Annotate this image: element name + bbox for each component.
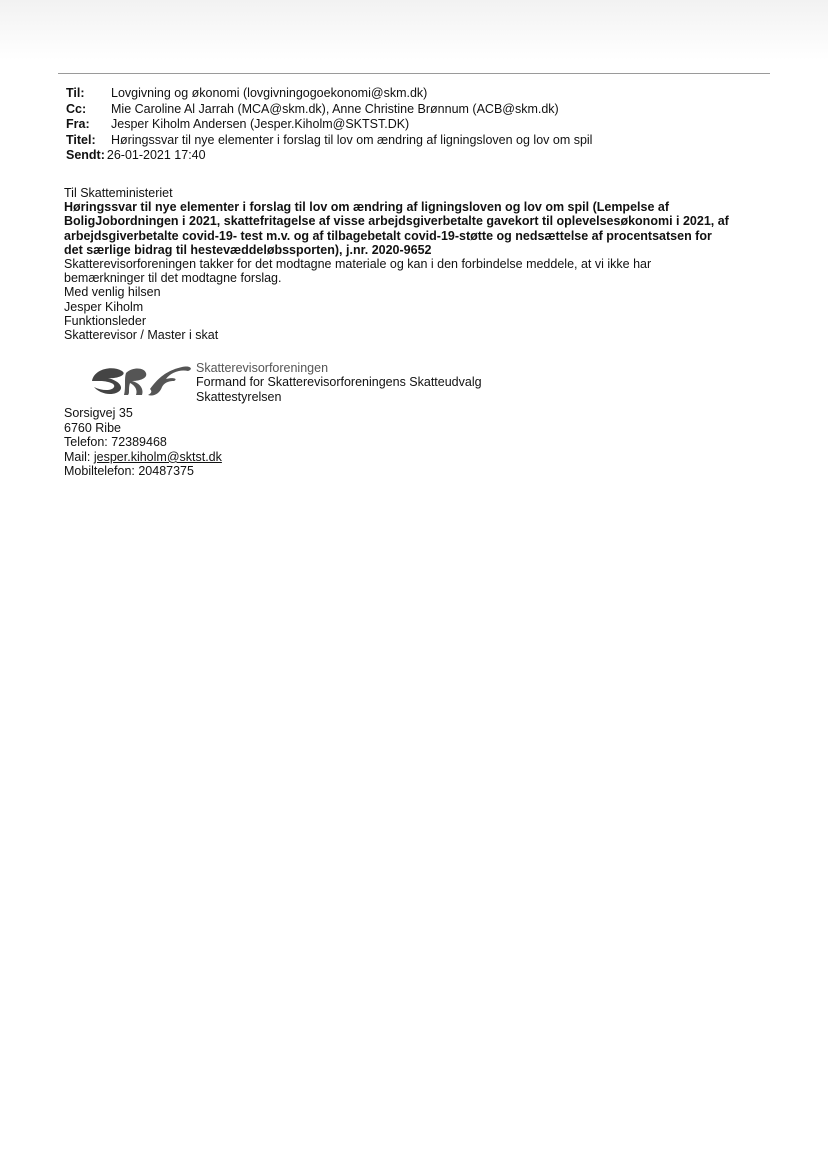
mail-row: [64, 450, 222, 465]
message-line: bemærkninger til det modtagne forslag.: [64, 271, 282, 286]
mobile: Mobiltelefon: 20487375: [64, 464, 194, 479]
subject-line: Høringssvar til nye elementer i forslag til lov om ændring af ligningsloven og lov om spil (Lempelse af: [64, 200, 669, 215]
til-value: Lovgivning og økonomi (lovgivningogoekonomi@skm.dk): [111, 86, 428, 100]
cc-label: Cc:: [66, 101, 87, 116]
city: 6760 Ribe: [64, 420, 121, 435]
cc-value: Mie Caroline Al Jarrah (MCA@skm.dk), Anne Christine Brønnum (ACB@skm.dk): [111, 101, 559, 116]
street: Sorsigvej 35: [64, 406, 133, 420]
email-body: [64, 186, 784, 342]
contact-block: [64, 406, 222, 479]
til-row: [66, 86, 592, 102]
signature-block: [196, 361, 482, 404]
role: Formand for Skatterevisorforeningens Skatteudvalg: [196, 375, 482, 390]
recipient: Til Skatteministeriet: [64, 186, 173, 200]
phone: Telefon: 72389468: [64, 435, 167, 450]
subject-line: det særlige bidrag til hestevæddeløbssporten), j.nr. 2020-9652: [64, 242, 432, 257]
sender-name: Jesper Kiholm: [64, 299, 144, 314]
til-label: Til:: [66, 86, 85, 100]
subject-line: arbejdsgiverbetalte covid-19- test m.v. og af tilbagebetalt covid-19-støtte og nedsættelse af procentsatsen for: [64, 228, 712, 243]
sendt-label: Sendt:: [66, 148, 105, 163]
fra-row: [66, 117, 592, 133]
message-line: Skatterevisorforeningen takker for det modtagne materiale og kan i den forbindelse meddele, at vi ikke har: [64, 257, 652, 272]
subject-line: BoligJobordningen i 2021, skattefritagelse af visse arbejdsgiverbetalte gavekort til oplevelsesøkonomi i 2021, af: [64, 214, 729, 229]
org-name: Skatterevisorforeningen: [196, 361, 329, 375]
sender-title: Funktionsleder: [64, 313, 146, 328]
sendt-row: [66, 148, 592, 164]
header-divider: [58, 73, 770, 74]
scan-shading: [0, 0, 828, 60]
fra-label: Fra:: [66, 117, 90, 132]
fra-value: Jesper Kiholm Andersen (Jesper.Kiholm@SKTST.DK): [111, 117, 410, 132]
employer: Skattestyrelsen: [196, 389, 282, 404]
sendt-value: 26-01-2021 17:40: [106, 148, 206, 163]
cc-row: [66, 102, 592, 118]
titel-value: Høringssvar til nye elementer i forslag til lov om ændring af ligningsloven og lov om spil: [111, 132, 593, 147]
sender-title: Skatterevisor / Master i skat: [64, 328, 219, 343]
mail-link[interactable]: jesper.kiholm@sktst.dk: [93, 449, 222, 464]
titel-row: [66, 133, 592, 149]
closing: Med venlig hilsen: [64, 285, 161, 300]
titel-label: Titel:: [66, 132, 96, 147]
email-header: [66, 86, 592, 164]
mail-label: Mail:: [64, 449, 94, 464]
srf-logo: [86, 359, 206, 399]
